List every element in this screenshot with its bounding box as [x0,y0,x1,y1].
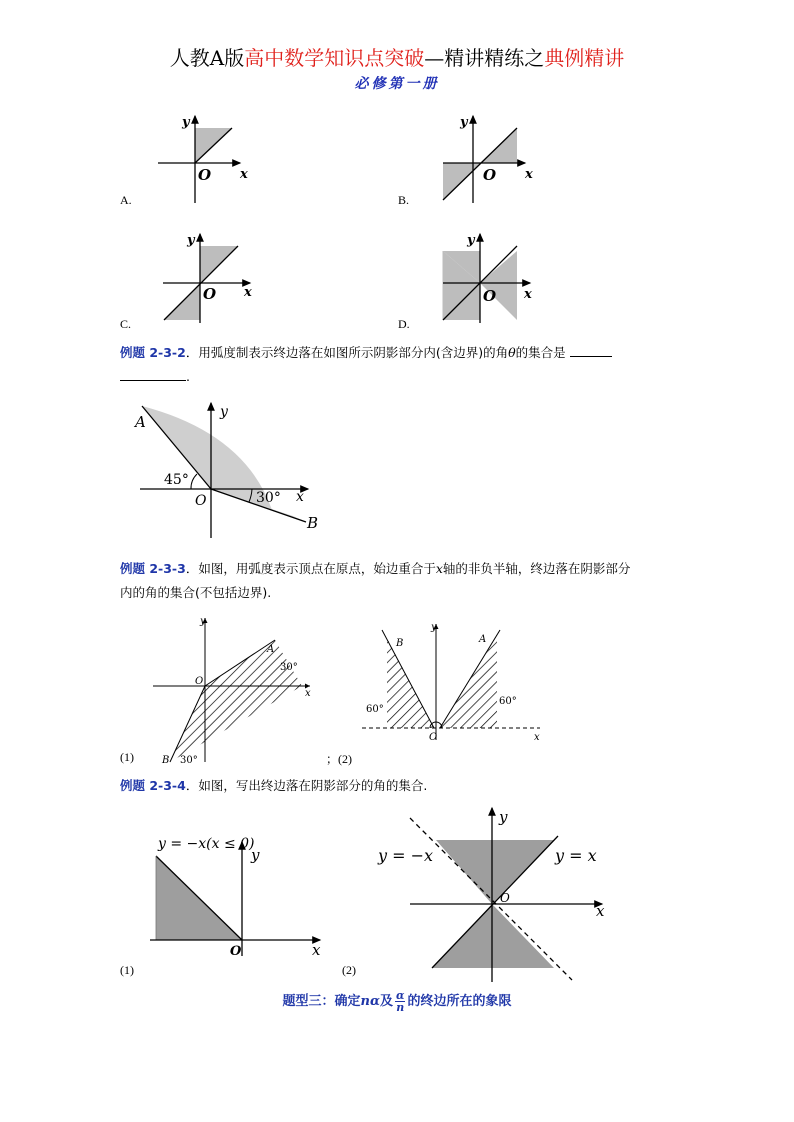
example-label: 例题 2-3-4 [120,778,186,793]
point-a-label: A [135,413,146,431]
point-a-label: A [267,644,275,655]
x-label: x [305,688,311,699]
figure-1-label: (1) [120,963,134,977]
example-text-3: 内的角的集合(不包括边界). [120,585,272,600]
section-heading [0,990,794,1013]
y-label: y [460,115,468,130]
option-c-graph [158,228,268,328]
x-label: x [244,285,252,300]
section-text-1: 题型三：确定 [282,994,361,1009]
origin-label: O [500,891,510,905]
angle-30-label: 30° [280,662,298,673]
option-a-graph [150,108,260,208]
example-text-2: 轴的非负半轴，终边落在阴影部分 [442,561,631,576]
option-d-label: D. [398,317,410,331]
x-label: x [240,167,248,182]
example-2-3-2-text [120,341,680,389]
x-label: x [312,941,321,959]
angle-30-lower-label: 30° [180,755,198,766]
title-part2: 高中数学知识点突破 [244,46,425,70]
fraction-numerator: α [396,989,405,1002]
example-text-2: 的集合是 [515,345,566,360]
page-subtitle: 必修第一册 [354,76,440,92]
example-text: ．如图，用弧度表示顶点在原点，始边重合于 [185,561,436,576]
x-label: x [525,167,533,182]
figure-2-label: (2) [342,963,356,977]
example-label: 例题 2-3-3 [120,561,186,576]
origin-label: O [483,166,497,184]
y-label: y [187,233,195,248]
angle-45-label: 45° [164,472,189,488]
y-label: y [251,846,260,864]
point-b-label: B [396,638,404,649]
option-d-graph [438,228,548,328]
line-pos-label: y = x [555,846,597,865]
angle-60-right-label: 60° [499,696,517,707]
option-b-label: B. [398,193,410,207]
point-b-label: B [307,514,319,532]
example-label: 例题 2-3-2 [120,345,186,360]
example-2-3-2-figure [130,398,330,543]
theta-symbol: θ [508,345,516,360]
y-label: y [200,616,206,627]
example-2-3-3-figure-2 [362,618,547,743]
option-a-label: A. [120,193,132,207]
angle-60-left-label: 60° [366,704,384,715]
origin-label: O [483,287,497,305]
fraction-denominator: n [396,1001,405,1014]
x-label: x [534,732,540,743]
x-variable: x [435,561,443,576]
y-label: y [182,115,190,130]
title-part4: 典例精讲 [544,46,625,70]
y-label: y [220,404,228,420]
option-c-label: C. [120,317,132,331]
y-label: y [431,622,437,633]
figure-1-label: (1) [120,750,134,764]
title-part3: —精讲精练之 [424,46,545,70]
example-text: ．如图，写出终边落在阴影部分的角的集合. [185,778,428,793]
angle-30-label: 30° [256,490,281,506]
origin-label: O [195,493,207,509]
example-2-3-4-figure-1 [150,828,330,963]
example-2-3-3-text [120,557,680,605]
line-neg-label: y = −x [378,846,434,865]
line-equation-label: y = −x(x ≤ 0) [158,836,255,852]
alpha-over-n-fraction [395,990,405,1013]
n-alpha: nα [360,994,380,1009]
answer-blank-cont[interactable] [120,366,186,381]
y-label: y [467,233,475,248]
page-title [0,42,794,71]
option-b-graph [435,108,545,208]
x-label: x [296,489,304,505]
x-label: x [524,287,532,302]
example-2-3-4-text [120,774,680,798]
origin-label: O [230,944,242,959]
example-2-3-4-figure-2 [372,804,617,984]
answer-blank[interactable] [570,342,612,357]
y-label: y [499,808,508,826]
section-text-2: 及 [379,994,393,1009]
figure-separator: ；(2) [326,752,352,766]
section-text-3: 的终边所在的象限 [407,994,512,1009]
x-label: x [596,902,605,920]
point-a-label: A [479,634,487,645]
example-2-3-3-figure-1 [145,612,320,767]
origin-label: O [198,166,212,184]
title-part1: 人教A版 [169,46,245,70]
example-text: ．用弧度制表示终边落在如图所示阴影部分内(含边界)的角 [185,345,509,360]
origin-label: O [429,732,438,743]
origin-label: O [203,285,217,303]
period: . [186,369,190,384]
origin-label: O [195,676,204,687]
point-b-label: B [162,755,170,766]
